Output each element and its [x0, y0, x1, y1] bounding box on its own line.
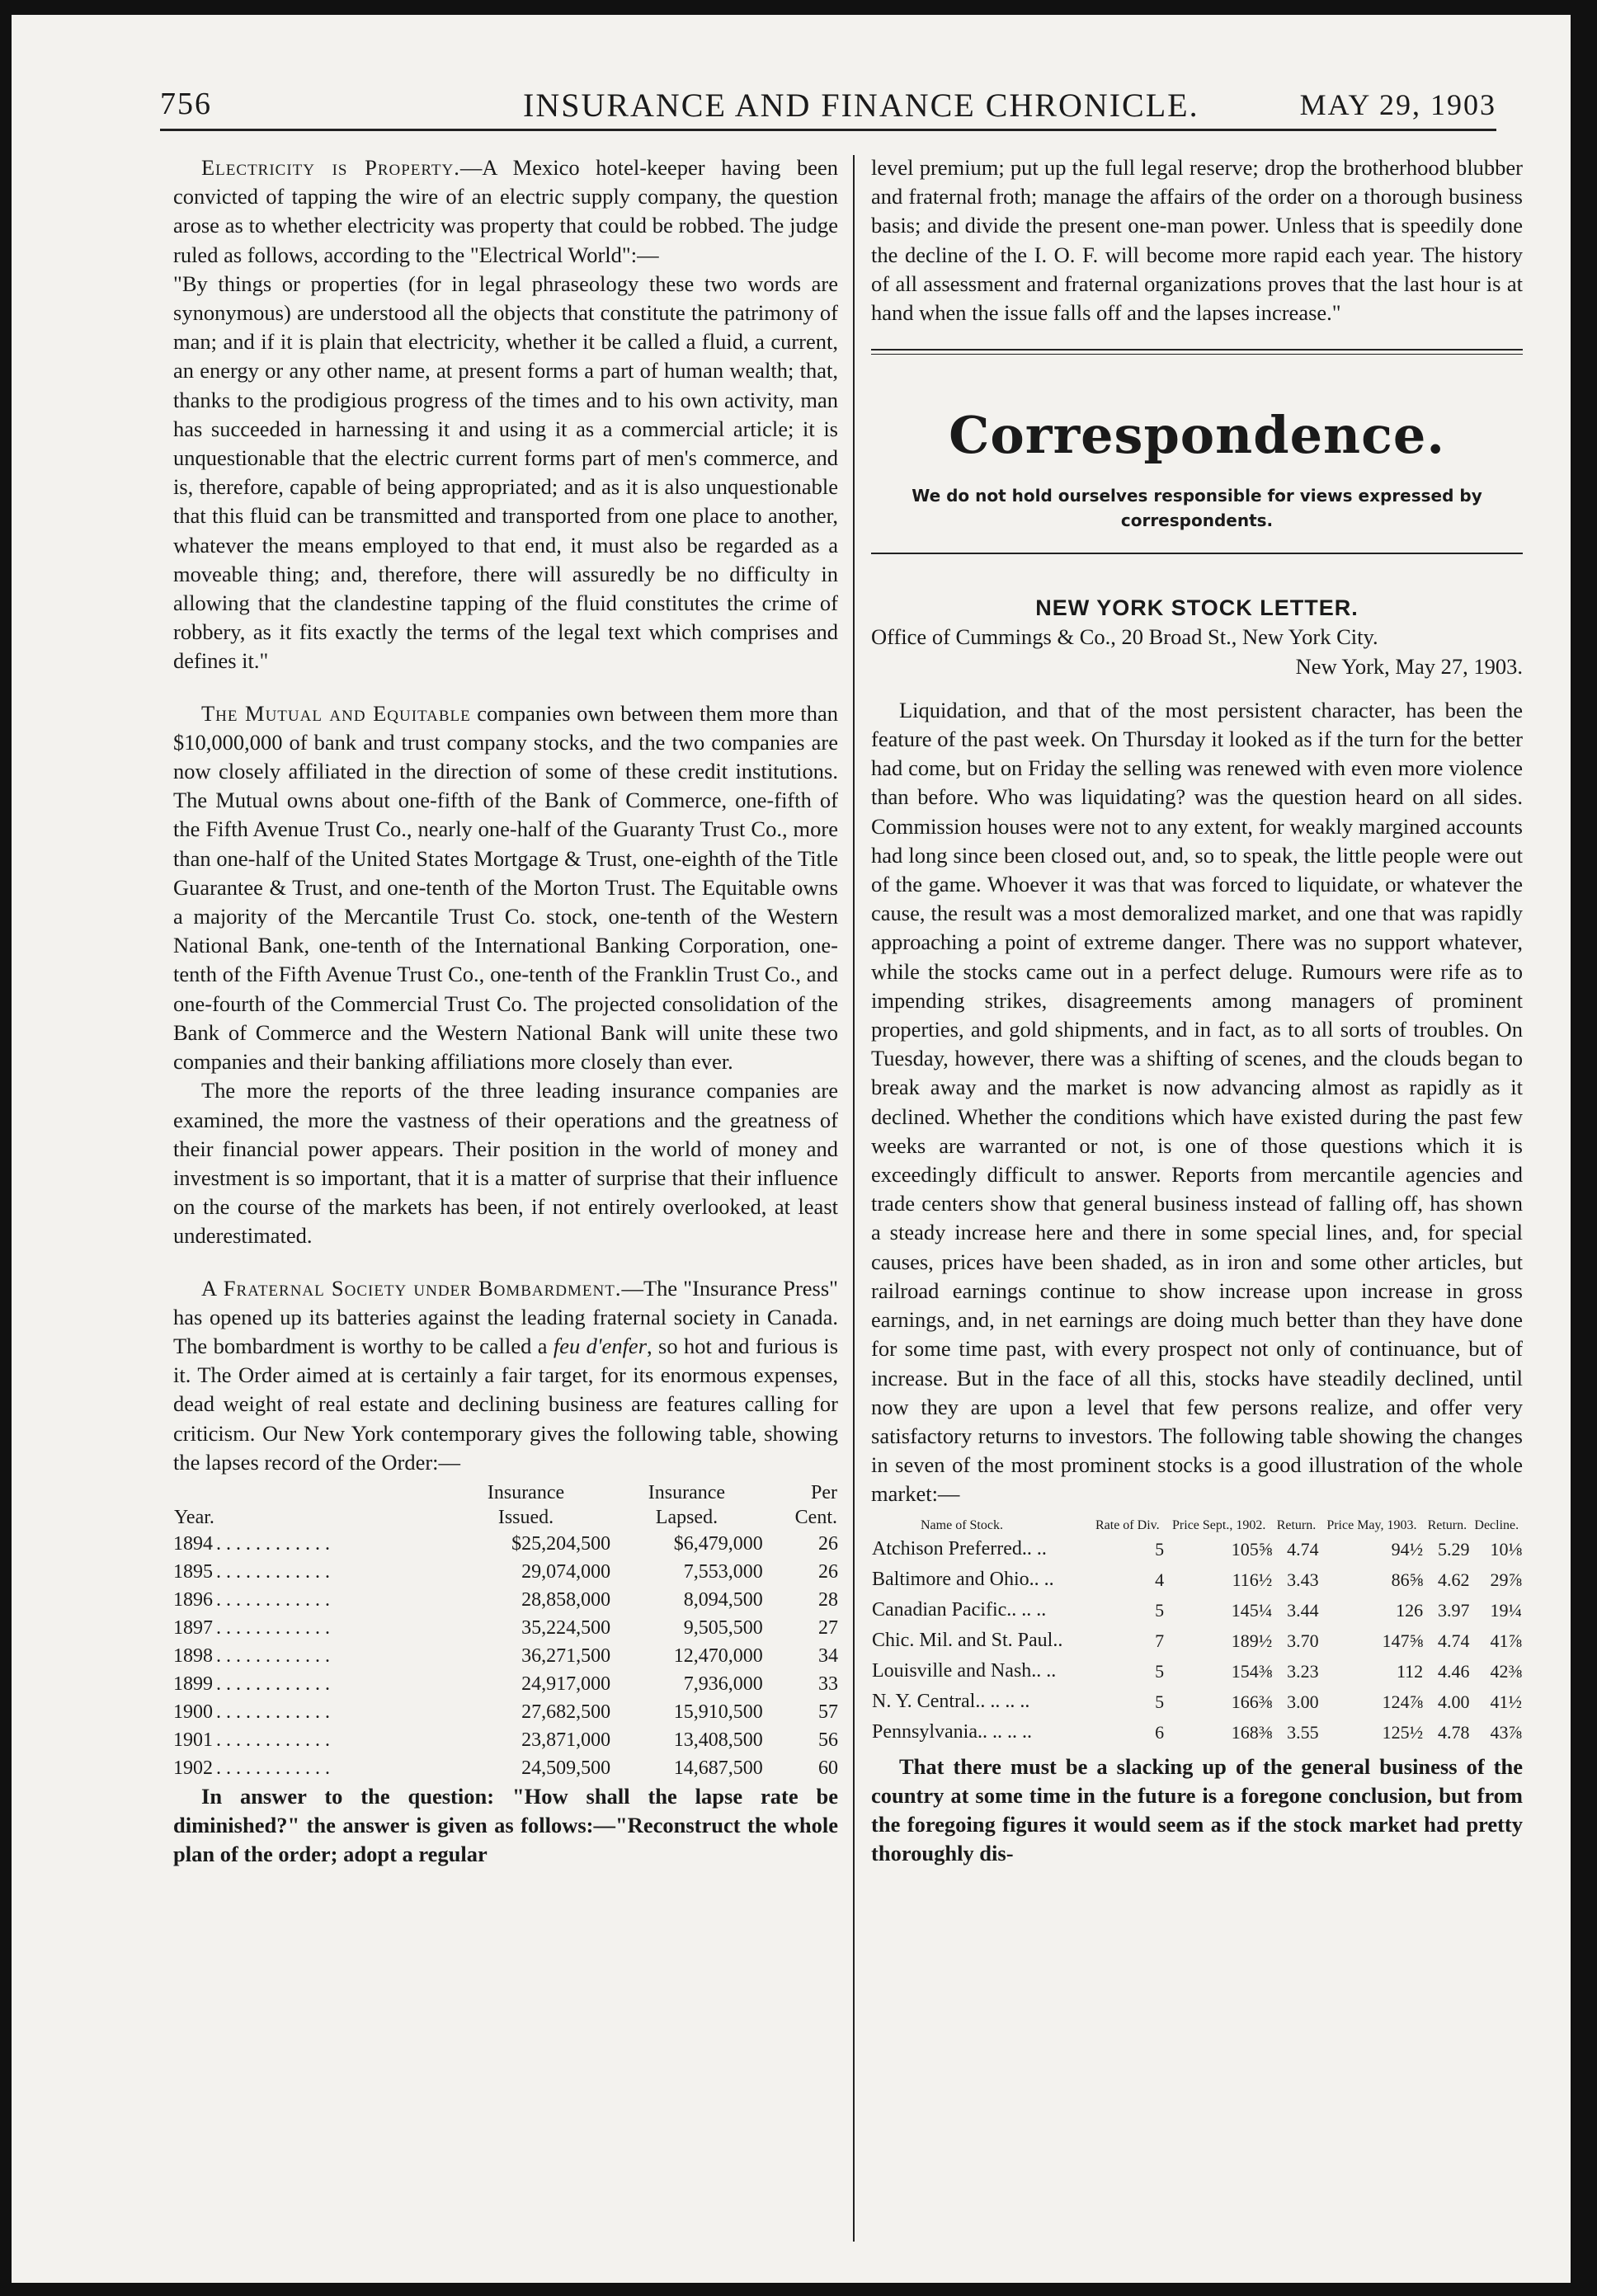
table-row — [871, 1595, 1523, 1626]
electricity-article-head: Electricity is Property. — [201, 155, 460, 180]
mutual-article-p2: The more the reports of the three leading insurance companies are examined, the more the vastness of their operations and the greatness of their financial power appears. Their position in the world of money and investment is so important, that it is a matter of surprise that their influence on the course of the markets has been, if not entirely overlooked, at least underestimated. — [173, 1078, 838, 1249]
table-row — [173, 1754, 838, 1782]
stock-cell-dec: 19¼ — [1490, 1599, 1522, 1621]
stock-cell-rate: 4 — [1155, 1569, 1165, 1590]
table-row — [871, 1564, 1523, 1595]
table-row — [871, 1687, 1523, 1717]
lapse-cell-pct: 34 — [818, 1644, 838, 1667]
page-number: 756 — [160, 87, 212, 121]
lapse-table-header-row-2: Year. Issued. Lapsed. Cent. — [174, 1506, 837, 1528]
lapse-cell-pct: 26 — [818, 1532, 838, 1555]
stock-cell-may: 147⅝ — [1382, 1630, 1424, 1651]
mutual-article-head: The Mutual and Equitable — [201, 700, 471, 726]
stock-cell-ret2: 4.74 — [1438, 1630, 1470, 1651]
table-row — [173, 1642, 838, 1670]
lapse-cell-issued: 24,509,500 — [521, 1757, 611, 1779]
stock-cell-ret1: 3.43 — [1287, 1569, 1319, 1590]
table-row — [173, 1670, 838, 1698]
lapse-cell-issued: 23,871,000 — [521, 1729, 611, 1751]
stock-letter-closing: That there must be a slacking up of the general business of the country at some time in the future is a foregone conclusion, but from the foregoing figures it would seem as if the stock market had pretty thoroughly dis- — [871, 1753, 1523, 1866]
stock-cell-ret1: 3.23 — [1287, 1660, 1319, 1682]
fraternal-article-head: A Fraternal Society under Bombardment. — [201, 1275, 622, 1301]
lapse-cell-issued: 29,074,000 — [521, 1560, 611, 1583]
stock-cell-may: 125½ — [1382, 1721, 1424, 1743]
electricity-article-intro: Electricity is Property.—A Mexico hotel-keeper having been convicted of tapping the wire of an electric supply company, the question arose as to whether electricity was property that could be robbed. The judge ruled as follows, according to the "Electrical World":— — [173, 155, 838, 267]
fraternal-article-continuation: level premium; put up the full legal reserve; drop the brotherhood blubber and fraternal froth; manage the affairs of the order on a thorough business basis; and divide the present one-man power. Unless that is speedily done the decline of the I. O. F. will become more rapid each year. The history of all assessment and fraternal organizations proves that the last hour is at hand when the issue falls off and the lapses increase." — [871, 155, 1523, 326]
lapse-cell-pct: 28 — [818, 1588, 838, 1611]
lapse-cell-pct: 27 — [818, 1616, 838, 1639]
lapse-cell-lapsed: 15,910,500 — [673, 1701, 763, 1723]
stock-letter-title: NEW YORK STOCK LETTER. — [1035, 595, 1359, 621]
lapse-cell-lapsed: $6,479,000 — [673, 1532, 763, 1555]
stock-cell-sept: 145¼ — [1231, 1599, 1273, 1621]
section-rule-top — [871, 349, 1523, 351]
stock-letter-office: Office of Cummings & Co., 20 Broad St., New York City. — [871, 624, 1378, 650]
lapse-cell-year: 1895 . . . . . . . . . . . . — [173, 1560, 330, 1583]
lapse-cell-pct: 56 — [818, 1729, 838, 1751]
stock-cell-dec: 41⅞ — [1490, 1630, 1522, 1651]
stock-cell-sept: 189½ — [1231, 1630, 1273, 1651]
lapse-cell-issued: 35,224,500 — [521, 1616, 611, 1639]
stock-cell-dec: 29⅞ — [1490, 1569, 1522, 1590]
lapse-cell-pct: 60 — [818, 1757, 838, 1779]
stock-cell-name: Chic. Mil. and St. Paul.. — [872, 1629, 1063, 1651]
table-row — [871, 1717, 1523, 1748]
mutual-article-p1: The Mutual and Equitable companies own between them more than $10,000,000 of bank and trust company stocks, and the two companies are now closely affiliated in the direction of some of these credit institutions. The Mutual owns about one-fifth of the Bank of Commerce, one-fifth of the Fifth Avenue Trust Co., nearly one-half of the Guaranty Trust Co., more than one-half of the United States Mortgage & Trust, one-eighth of the Title Guarantee & Trust, and one-tenth of the Morton Trust. The Equitable owns a majority of the Mercantile Trust Co. stock, one-tenth of the Western National Bank, one-tenth of the International Banking Corporation, one-tenth of the Fifth Avenue Trust Co., one-tenth of the Franklin Trust Co., and one-fourth of the Commercial Trust Co. The projected consolidation of the Bank of Commerce and the Western National Bank will unite these two companies and their banking affiliations more closely than ever. — [173, 700, 839, 1075]
right-column — [871, 153, 1523, 1868]
lapse-cell-issued: 24,917,000 — [521, 1673, 611, 1695]
table-row — [871, 1656, 1523, 1687]
stock-cell-name: Baltimore and Ohio.. .. — [872, 1568, 1054, 1590]
lapse-cell-lapsed: 13,408,500 — [673, 1729, 763, 1751]
issue-date: MAY 29, 1903 — [1299, 88, 1496, 121]
table-row — [173, 1530, 838, 1558]
column-divider — [853, 155, 855, 2242]
newspaper-page — [12, 15, 1571, 2283]
section-rule-top-2 — [871, 354, 1523, 355]
stock-cell-rate: 5 — [1155, 1660, 1165, 1682]
stock-cell-dec: 10⅛ — [1490, 1538, 1522, 1560]
stock-cell-ret2: 4.62 — [1438, 1569, 1470, 1590]
lapse-cell-year: 1902 . . . . . . . . . . . . — [173, 1757, 330, 1779]
correspondence-heading: Correspondence. — [949, 405, 1445, 466]
fraternal-article-p1: A Fraternal Society under Bombardment.—The "Insurance Press" has opened up its batteries against the leading fraternal society in Canada. The bombardment is worthy to be called a feu d'enfer, so hot and furious is it. The Order aimed at is certainly a fair target, for its enormous expenses, dead weight of real estate and declining business are features calling for criticism. Our New York contemporary gives the following table, showing the lapses record of the Order:— — [173, 1275, 839, 1475]
stock-cell-sept: 154⅜ — [1231, 1660, 1273, 1682]
stock-cell-ret1: 3.00 — [1287, 1691, 1319, 1712]
stock-cell-dec: 42⅜ — [1490, 1660, 1522, 1682]
lapse-cell-year: 1901 . . . . . . . . . . . . — [173, 1729, 330, 1751]
stock-cell-sept: 116½ — [1232, 1569, 1273, 1590]
stock-cell-rate: 6 — [1155, 1721, 1165, 1743]
stock-cell-ret2: 5.29 — [1438, 1538, 1470, 1560]
stock-cell-ret1: 3.55 — [1287, 1721, 1319, 1743]
lapse-cell-year: 1900 . . . . . . . . . . . . — [173, 1701, 330, 1723]
stock-cell-name: Canadian Pacific.. .. .. — [872, 1598, 1047, 1621]
lapse-cell-lapsed: 12,470,000 — [673, 1644, 763, 1667]
lapse-record-table — [173, 1480, 838, 1782]
stock-cell-name: Atchison Preferred.. .. — [872, 1537, 1047, 1560]
correspondence-disclaimer: We do not hold ourselves responsible for views expressed by correspondents. — [912, 486, 1482, 531]
stock-cell-may: 94½ — [1391, 1538, 1424, 1560]
lapse-cell-lapsed: 14,687,500 — [673, 1757, 763, 1779]
stock-cell-sept: 105⅝ — [1231, 1538, 1273, 1560]
fraternal-article-p2: In answer to the question: "How shall the lapse rate be diminished?" the answer is given as follows:—"Reconstruct the whole plan of the order; adopt a regular — [173, 1783, 838, 1867]
lapse-cell-lapsed: 8,094,500 — [683, 1588, 763, 1611]
lapse-table-header-row-1: Insurance Insurance Per — [487, 1481, 837, 1503]
stock-cell-ret2: 4.00 — [1438, 1691, 1470, 1712]
stock-cell-sept: 168⅜ — [1231, 1721, 1273, 1743]
stock-cell-name: N. Y. Central.. .. .. .. — [872, 1690, 1030, 1712]
lapse-cell-lapsed: 7,553,000 — [683, 1560, 763, 1583]
page-header — [160, 73, 1496, 130]
stock-changes-table — [871, 1517, 1523, 1748]
stock-cell-dec: 41½ — [1490, 1691, 1522, 1712]
table-row — [173, 1614, 838, 1642]
lapse-cell-year: 1898 . . . . . . . . . . . . — [173, 1644, 330, 1667]
stock-cell-ret2: 4.46 — [1438, 1660, 1470, 1682]
stock-cell-may: 86⅝ — [1391, 1569, 1424, 1590]
stock-cell-ret2: 4.78 — [1438, 1721, 1470, 1743]
publication-title: INSURANCE AND FINANCE CHRONICLE. — [523, 87, 1199, 124]
lapse-cell-year: 1897 . . . . . . . . . . . . — [173, 1616, 330, 1639]
table-row — [173, 1586, 838, 1614]
lapse-cell-year: 1899 . . . . . . . . . . . . — [173, 1673, 330, 1695]
table-row — [173, 1558, 838, 1586]
lapse-cell-issued: $25,204,500 — [511, 1532, 611, 1555]
stock-cell-name: Louisville and Nash.. .. — [872, 1659, 1057, 1682]
stock-cell-sept: 166⅜ — [1231, 1691, 1273, 1712]
stock-cell-dec: 43⅞ — [1490, 1721, 1522, 1743]
stock-cell-rate: 7 — [1155, 1630, 1165, 1651]
lapse-cell-pct: 26 — [818, 1560, 838, 1583]
stock-cell-rate: 5 — [1155, 1538, 1165, 1560]
stock-table-header-row: Name of Stock. Rate of Div. Price Sept., 1902. Return. Price May, 1903. Return. Decline. — [921, 1517, 1519, 1532]
lapse-cell-lapsed: 9,505,500 — [683, 1616, 763, 1639]
table-row — [173, 1698, 838, 1726]
stock-cell-rate: 5 — [1155, 1691, 1165, 1712]
stock-cell-name: Pennsylvania.. .. .. .. — [872, 1720, 1032, 1743]
table-row — [173, 1726, 838, 1754]
table-row — [871, 1534, 1523, 1564]
lapse-cell-year: 1894 . . . . . . . . . . . . — [173, 1532, 330, 1555]
electricity-article-quote: "By things or properties (for in legal phraseology these two words are synonymous) are understood all the objects that constitute the patrimony of man; and if it is plain that electricity, whether it be called a fluid, a current, an energy or any other name, at present forms a part of human wealth; that, thanks to the prodigious progress of the times and to his own activity, man has succeeded in harnessing it and using it as a commercial article; it is unquestionable that the electric current forms part of men's commerce, and is, therefore, capable of being appropriated; and as it is also unquestionable that this fluid can be transmitted and transported from one place to another, whatever the means employed to that end, it must also be regarded as a moveable thing; and, therefore, there will assuredly be no difficulty in allowing that the clandestine tapping of the fluid constitutes the crime of robbery, as it fits exactly the terms of the legal text which comprises and defines it." — [173, 271, 838, 674]
stock-cell-may: 112 — [1396, 1660, 1424, 1682]
stock-cell-ret1: 3.70 — [1287, 1630, 1319, 1651]
stock-cell-ret2: 3.97 — [1438, 1599, 1470, 1621]
lapse-cell-lapsed: 7,936,000 — [683, 1673, 763, 1695]
lapse-cell-pct: 33 — [818, 1673, 838, 1695]
stock-letter-dateline: New York, May 27, 1903. — [1295, 653, 1523, 679]
lapse-cell-issued: 36,271,500 — [521, 1644, 611, 1667]
stock-cell-may: 124⅞ — [1382, 1691, 1424, 1712]
lapse-cell-issued: 28,858,000 — [521, 1588, 611, 1611]
lapse-cell-pct: 57 — [818, 1701, 838, 1723]
lapse-cell-issued: 27,682,500 — [521, 1701, 611, 1723]
section-rule-mid — [871, 553, 1523, 554]
stock-cell-ret1: 3.44 — [1287, 1599, 1319, 1621]
table-row — [871, 1626, 1523, 1656]
stock-cell-may: 126 — [1396, 1599, 1424, 1621]
left-column — [173, 153, 838, 1870]
stock-cell-rate: 5 — [1155, 1599, 1165, 1621]
stock-letter-body: Liquidation, and that of the most persistent character, has been the feature of the past week. On Thursday it looked as if the turn for the better had come, but on Friday the selling was renewed with even more violence than before. Who was liquidating? was the question heard on all sides. Commission houses were not to any extent, for weakly margined accounts had long since been closed out, and, so to speak, the little people were out of the game. Whoever it was that was forced to liquidate, or whatever the cause, the result was a most demoralized market, and one that was rapidly approaching a point of extreme danger. There was no support whatever, while the stocks came out in a perfect deluge. Rumours were rife as to impending strikes, disagreements among managers of prominent properties, and gold shipments, and in fact, as to all sorts of troubles. On Tuesday, however, there was a shifting of scenes, and the clouds began to break away and the market is now advancing almost as rapidly as it declined. Whether the conditions which have existed during the past few weeks are warranted or not, is one of those questions which it is exceedingly difficult to answer. Reports from mercantile agencies and trade centers show that general business instead of falling off, has shown a steady increase here and there in some special lines, and, for special causes, prices have been shaded, as in iron and some other articles, but railroad earnings continue to show increase upon increase in gross earnings, and, in net earnings are doing much better than they have done for some time past, with every prospect not only of continuance, but of increase. But in the face of all this, stocks have steadily declined, until now they are upon a level that few persons realize, and offer very satisfactory returns to investors. The following table showing the changes in seven of the most prominent stocks is a good illustration of the whole market:— — [871, 697, 1523, 1507]
header-rule — [160, 129, 1496, 131]
stock-cell-ret1: 4.74 — [1287, 1538, 1319, 1560]
lapse-cell-year: 1896 . . . . . . . . . . . . — [173, 1588, 330, 1611]
